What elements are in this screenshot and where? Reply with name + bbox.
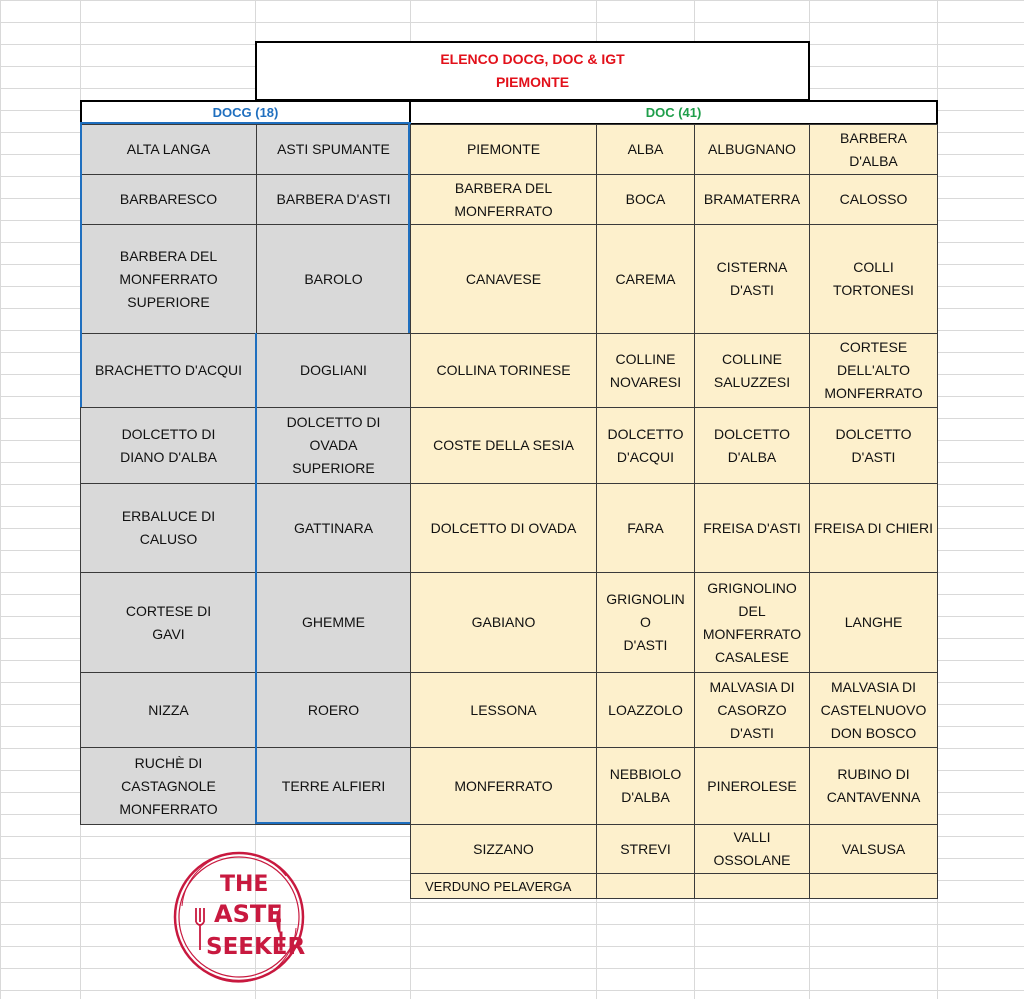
docg-cell: BRACHETTO D'ACQUI xyxy=(80,333,257,408)
doc-cell: DOLCETTO D'ACQUI xyxy=(596,407,695,484)
doc-cell xyxy=(809,873,938,899)
doc-cell: VALLI OSSOLANE xyxy=(694,824,810,874)
docg-cell: ERBALUCE DI CALUSO xyxy=(80,483,257,573)
doc-cell: CALOSSO xyxy=(809,174,938,225)
doc-cell: NEBBIOLO D'ALBA xyxy=(596,747,695,825)
doc-cell: FARA xyxy=(596,483,695,573)
doc-cell: SIZZANO xyxy=(410,824,597,874)
docg-cell: DOGLIANI xyxy=(256,333,411,408)
doc-header: DOC (41) xyxy=(409,100,938,125)
doc-cell: COLLINE SALUZZESI xyxy=(694,333,810,408)
doc-cell: LESSONA xyxy=(410,672,597,748)
doc-cell: DOLCETTO D'ALBA xyxy=(694,407,810,484)
the-taste-seeker-logo xyxy=(168,846,310,988)
doc-cell: DOLCETTO DI OVADA xyxy=(410,483,597,573)
doc-cell: BARBERA DEL MONFERRATO xyxy=(410,174,597,225)
docg-cell: ROERO xyxy=(256,672,411,748)
doc-cell: COLLINE NOVARESI xyxy=(596,333,695,408)
doc-cell: BARBERA D'ALBA xyxy=(809,124,938,175)
doc-cell: FREISA DI CHIERI xyxy=(809,483,938,573)
docg-outline xyxy=(80,122,411,124)
logo-text-1: THE xyxy=(220,872,269,897)
docg-cell: NIZZA xyxy=(80,672,257,748)
doc-cell: COLLI TORTONESI xyxy=(809,224,938,334)
doc-cell: PINEROLESE xyxy=(694,747,810,825)
docg-cell: RUCHÈ DI CASTAGNOLE MONFERRATO xyxy=(80,747,257,825)
docg-cell: ASTI SPUMANTE xyxy=(256,124,411,175)
docg-cell: GHEMME xyxy=(256,572,411,673)
title-line-2: PIEMONTE xyxy=(495,74,570,90)
docg-cell: DOLCETTO DI OVADA SUPERIORE xyxy=(256,407,411,484)
doc-cell: MALVASIA DI CASORZO D'ASTI xyxy=(694,672,810,748)
docg-cell: CORTESE DI GAVI xyxy=(80,572,257,673)
doc-cell: MONFERRATO xyxy=(410,747,597,825)
doc-cell: COSTE DELLA SESIA xyxy=(410,407,597,484)
doc-cell: RUBINO DI CANTAVENNA xyxy=(809,747,938,825)
title-line-1: ELENCO DOCG, DOC & IGT xyxy=(440,51,625,67)
doc-cell: MALVASIA DI CASTELNUOVO DON BOSCO xyxy=(809,672,938,748)
docg-cell: BARBERA DEL MONFERRATO SUPERIORE xyxy=(80,224,257,334)
docg-outline xyxy=(255,822,410,824)
doc-cell: LANGHE xyxy=(809,572,938,673)
doc-cell: FREISA D'ASTI xyxy=(694,483,810,573)
docg-cell: ALTA LANGA xyxy=(80,124,257,175)
doc-cell: BRAMATERRA xyxy=(694,174,810,225)
sheet-title xyxy=(255,41,810,101)
logo-text-3: SEEKER xyxy=(206,934,306,960)
docg-outline xyxy=(80,124,82,407)
docg-cell: BAROLO xyxy=(256,224,411,334)
doc-cell: BOCA xyxy=(596,174,695,225)
doc-cell: VERDUNO PELAVERGA xyxy=(410,873,597,899)
doc-cell xyxy=(694,873,810,899)
doc-cell: CANAVESE xyxy=(410,224,597,334)
doc-cell: VALSUSA xyxy=(809,824,938,874)
doc-cell: GRIGNOLIN O D'ASTI xyxy=(596,572,695,673)
doc-cell: DOLCETTO D'ASTI xyxy=(809,407,938,484)
doc-cell xyxy=(596,873,695,899)
logo-text-2: ASTE xyxy=(214,900,283,928)
doc-cell: STREVI xyxy=(596,824,695,874)
doc-cell: PIEMONTE xyxy=(410,124,597,175)
docg-cell: DOLCETTO DI DIANO D'ALBA xyxy=(80,407,257,484)
docg-outline xyxy=(255,333,257,824)
doc-cell: ALBA xyxy=(596,124,695,175)
doc-cell: ALBUGNANO xyxy=(694,124,810,175)
doc-cell: CISTERNA D'ASTI xyxy=(694,224,810,334)
docg-cell: TERRE ALFIERI xyxy=(256,747,411,825)
doc-cell: GABIANO xyxy=(410,572,597,673)
doc-cell: CAREMA xyxy=(596,224,695,334)
docg-cell: GATTINARA xyxy=(256,483,411,573)
doc-cell: COLLINA TORINESE xyxy=(410,333,597,408)
docg-header: DOCG (18) xyxy=(80,100,411,125)
docg-cell: BARBARESCO xyxy=(80,174,257,225)
doc-cell: GRIGNOLINO DEL MONFERRATO CASALESE xyxy=(694,572,810,673)
doc-cell: LOAZZOLO xyxy=(596,672,695,748)
docg-cell: BARBERA D'ASTI xyxy=(256,174,411,225)
doc-cell: CORTESE DELL'ALTO MONFERRATO xyxy=(809,333,938,408)
docg-outline xyxy=(408,124,410,333)
